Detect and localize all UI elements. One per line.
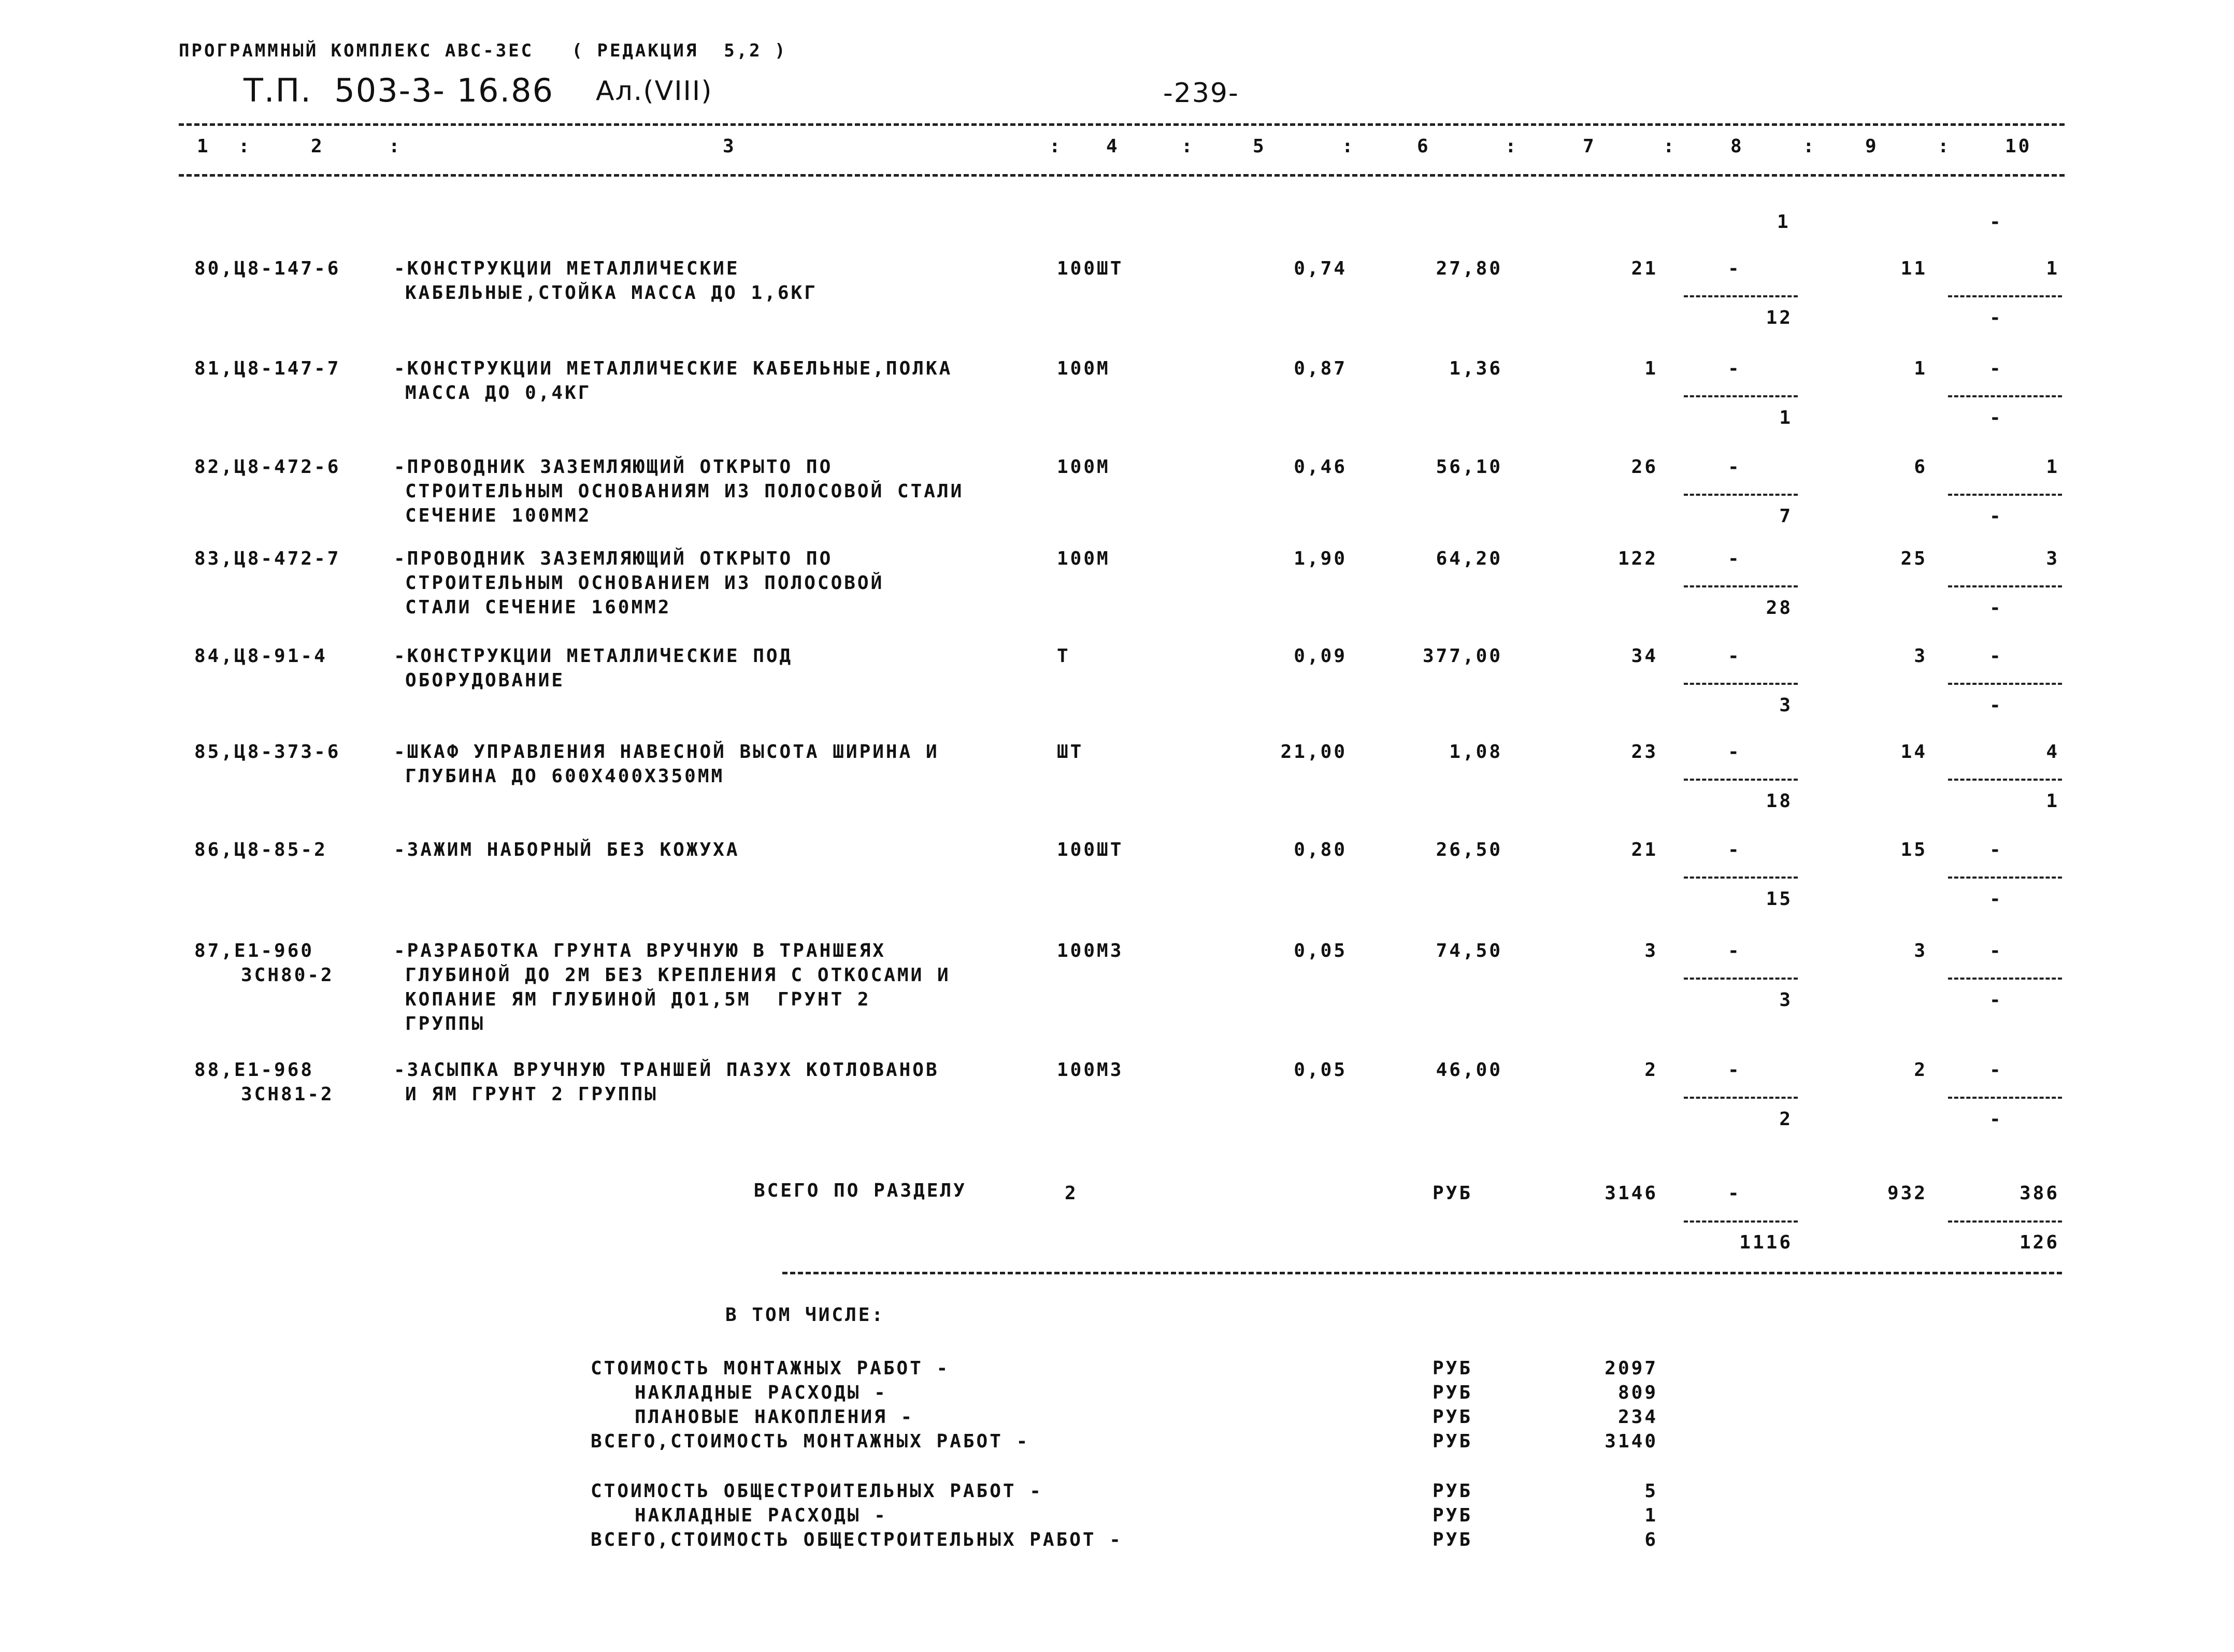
row-description: МАССА ДО 0,4КГ	[405, 382, 592, 404]
row-quantity: 0,80	[1294, 839, 1347, 860]
row-description: СТРОИТЕЛЬНЫМ ОСНОВАНИЯМ ИЗ ПОЛОСОВОЙ СТАЛИ	[405, 481, 964, 502]
row-description: -КОНСТРУКЦИИ МЕТАЛЛИЧЕСКИЕ	[394, 258, 740, 279]
header-rule-bottom	[179, 174, 2065, 177]
row-col8-bottom: 12	[1766, 307, 1793, 328]
row-unit: 100М	[1057, 456, 1110, 478]
row-col9: 3	[1914, 645, 1927, 667]
row-code: 87,Е1-960	[194, 940, 314, 961]
row-total: 21	[1631, 258, 1658, 279]
row-col10-rule	[1948, 877, 2062, 879]
including-value: 809	[1617, 1382, 1658, 1403]
row-col10-bottom: -	[1989, 888, 2003, 910]
row-col8-rule	[1684, 683, 1798, 685]
row-col8-bottom: 3	[1779, 989, 1793, 1011]
row-col8-top: -	[1728, 940, 1741, 961]
carry-col10: -	[1989, 211, 2003, 233]
row-col10-rule	[1948, 978, 2062, 980]
row-description: -КОНСТРУКЦИИ МЕТАЛЛИЧЕСКИЕ КАБЕЛЬНЫЕ,ПОЛКА	[394, 358, 953, 379]
row-col10-bottom: -	[1989, 307, 2003, 328]
section-total-col10-rule	[1948, 1220, 2062, 1223]
row-col10-top: -	[1989, 645, 2003, 667]
col-separator: :	[1342, 136, 1355, 157]
row-description: ГРУППЫ	[405, 1013, 485, 1035]
including-label: ПЛАНОВЫЕ НАКОПЛЕНИЯ -	[635, 1406, 914, 1428]
program-header: ПРОГРАММНЫЙ КОМПЛЕКС АВС-3ЕС ( РЕДАКЦИЯ 5,2 )	[179, 40, 787, 61]
row-description: -КОНСТРУКЦИИ МЕТАЛЛИЧЕСКИЕ ПОД	[394, 645, 793, 667]
row-description: ГЛУБИНА ДО 600Х400Х350ММ	[405, 766, 725, 787]
row-col10-bottom: 1	[2046, 791, 2059, 812]
row-description: -ШКАФ УПРАВЛЕНИЯ НАВЕСНОЙ ВЫСОТА ШИРИНА И	[394, 741, 939, 763]
col-header-7: 7	[1583, 136, 1596, 157]
including-value: 5	[1644, 1481, 1658, 1502]
row-col9: 15	[1900, 839, 1927, 860]
row-description: СТРОИТЕЛЬНЫМ ОСНОВАНИЕМ ИЗ ПОЛОСОВОЙ	[405, 572, 884, 594]
including-label: ВСЕГО,СТОИМОСТЬ МОНТАЖНЫХ РАБОТ -	[591, 1431, 1030, 1452]
row-unit: 100М3	[1057, 1059, 1124, 1081]
row-quantity: 0,46	[1294, 456, 1347, 478]
row-col10-top: -	[1989, 839, 2003, 860]
album-number: Ал.(VIII)	[596, 76, 713, 107]
row-col8-rule	[1684, 585, 1798, 587]
row-code: 82,Ц8-472-6	[194, 456, 341, 478]
row-col10-bottom: -	[1989, 597, 2003, 619]
row-description: -РАЗРАБОТКА ГРУНТА ВРУЧНУЮ В ТРАНШЕЯХ	[394, 940, 886, 961]
row-col10-bottom: -	[1989, 1109, 2003, 1130]
section-total-col9: 932	[1887, 1183, 1927, 1204]
section-total-label: ВСЕГО ПО РАЗДЕЛУ	[754, 1180, 967, 1201]
row-col8-top: -	[1728, 1059, 1741, 1081]
col-separator: :	[1663, 136, 1677, 157]
col-separator: :	[238, 136, 252, 157]
row-col8-top: -	[1728, 548, 1741, 569]
row-unit: 100М	[1057, 358, 1110, 379]
including-label: НАКЛАДНЫЕ РАСХОДЫ -	[635, 1505, 887, 1526]
row-description: КАБЕЛЬНЫЕ,СТОЙКА МАССА ДО 1,6КГ	[405, 282, 818, 304]
row-col10-top: -	[1989, 358, 2003, 379]
including-unit: РУБ	[1433, 1481, 1473, 1502]
row-total: 34	[1631, 645, 1658, 667]
row-col10-top: -	[1989, 940, 2003, 961]
row-col10-bottom: -	[1989, 989, 2003, 1011]
including-label: СТОИМОСТЬ МОНТАЖНЫХ РАБОТ -	[591, 1358, 950, 1379]
row-col8-rule	[1684, 295, 1798, 297]
row-description: И ЯМ ГРУНТ 2 ГРУППЫ	[405, 1084, 658, 1105]
row-col10-top: 4	[2046, 741, 2059, 763]
page-number: -239-	[1163, 78, 1239, 109]
row-col10-rule	[1948, 295, 2062, 297]
row-quantity: 1,90	[1294, 548, 1347, 569]
row-quantity: 0,05	[1294, 940, 1347, 961]
col-header-6: 6	[1417, 136, 1430, 157]
including-heading: В ТОМ ЧИСЛЕ:	[725, 1304, 885, 1326]
section-total-col8-top: -	[1728, 1183, 1741, 1204]
row-col10-bottom: -	[1989, 695, 2003, 716]
row-col8-rule	[1684, 395, 1798, 397]
including-unit: РУБ	[1433, 1431, 1473, 1452]
section-total-col8-bottom: 1116	[1739, 1232, 1793, 1253]
row-code: 81,Ц8-147-7	[194, 358, 341, 379]
row-col10-bottom: -	[1989, 407, 2003, 428]
row-unit-price: 46,00	[1436, 1059, 1502, 1081]
section-total-col10-top: 386	[2019, 1183, 2059, 1204]
row-col10-top: 3	[2046, 548, 2059, 569]
row-col10-rule	[1948, 494, 2062, 496]
row-col9: 2	[1914, 1059, 1927, 1081]
row-unit-price: 74,50	[1436, 940, 1502, 961]
section-total-rule	[782, 1272, 2062, 1274]
row-col8-top: -	[1728, 741, 1741, 763]
row-code: 80,Ц8-147-6	[194, 258, 341, 279]
col-separator: :	[1049, 136, 1063, 157]
col-header-10: 10	[2005, 136, 2032, 157]
section-total-col8-rule	[1684, 1220, 1798, 1223]
row-code: 88,Е1-968	[194, 1059, 314, 1081]
col-header-4: 4	[1106, 136, 1120, 157]
col-header-3: 3	[723, 136, 736, 157]
row-description: СТАЛИ СЕЧЕНИЕ 160ММ2	[405, 597, 671, 618]
row-description: ОБОРУДОВАНИЕ	[405, 670, 565, 691]
row-unit: 100ШТ	[1057, 839, 1124, 860]
col-header-8: 8	[1730, 136, 1744, 157]
row-col9: 25	[1900, 548, 1927, 569]
row-description: -ПРОВОДНИК ЗАЗЕМЛЯЮЩИЙ ОТКРЫТО ПО	[394, 456, 833, 478]
row-code: 86,Ц8-85-2	[194, 839, 327, 860]
including-value: 1	[1644, 1505, 1658, 1526]
row-col8-bottom: 15	[1766, 888, 1793, 910]
row-unit-price: 26,50	[1436, 839, 1502, 860]
including-unit: РУБ	[1433, 1505, 1473, 1526]
col-header-9: 9	[1865, 136, 1879, 157]
row-description: КОПАНИЕ ЯМ ГЛУБИНОЙ ДО1,5М ГРУНТ 2	[405, 989, 871, 1010]
row-col8-bottom: 3	[1779, 695, 1793, 716]
row-col8-bottom: 7	[1779, 506, 1793, 527]
row-unit-price: 1,08	[1449, 741, 1502, 763]
col-separator: :	[1181, 136, 1195, 157]
row-col10-top: 1	[2046, 456, 2059, 478]
row-total: 26	[1631, 456, 1658, 478]
row-code: ЗСН80-2	[241, 965, 334, 986]
row-code: 83,Ц8-472-7	[194, 548, 341, 569]
row-col8-top: -	[1728, 358, 1741, 379]
row-col10-bottom: -	[1989, 506, 2003, 527]
row-code: ЗСН81-2	[241, 1084, 334, 1105]
including-value: 3140	[1605, 1431, 1658, 1452]
row-description: СЕЧЕНИЕ 100ММ2	[405, 505, 592, 526]
row-col8-bottom: 1	[1779, 407, 1793, 428]
section-total-col4: 2	[1065, 1183, 1078, 1204]
section-total-amount: 3146	[1605, 1183, 1658, 1204]
col-separator: :	[1938, 136, 1951, 157]
row-unit: 100М	[1057, 548, 1110, 569]
row-unit: ШТ	[1057, 741, 1084, 763]
col-header-5: 5	[1253, 136, 1266, 157]
row-unit: Т	[1057, 645, 1070, 667]
row-col10-top: 1	[2046, 258, 2059, 279]
including-unit: РУБ	[1433, 1529, 1473, 1550]
row-col9: 11	[1900, 258, 1927, 279]
including-unit: РУБ	[1433, 1382, 1473, 1403]
row-quantity: 0,74	[1294, 258, 1347, 279]
including-unit: РУБ	[1433, 1406, 1473, 1428]
row-col8-bottom: 2	[1779, 1109, 1793, 1130]
row-unit-price: 56,10	[1436, 456, 1502, 478]
row-col8-top: -	[1728, 258, 1741, 279]
row-total: 1	[1644, 358, 1658, 379]
row-total: 3	[1644, 940, 1658, 961]
row-col9: 6	[1914, 456, 1927, 478]
row-col8-rule	[1684, 494, 1798, 496]
section-total-unit: РУБ	[1433, 1183, 1473, 1204]
col-header-1: 1	[197, 136, 210, 157]
row-col8-bottom: 28	[1766, 597, 1793, 619]
including-label: НАКЛАДНЫЕ РАСХОДЫ -	[635, 1382, 887, 1403]
row-description: ГЛУБИНОЙ ДО 2М БЕЗ КРЕПЛЕНИЯ С ОТКОСАМИ И	[405, 965, 951, 986]
row-total: 23	[1631, 741, 1658, 763]
row-col9: 1	[1914, 358, 1927, 379]
row-total: 2	[1644, 1059, 1658, 1081]
row-unit-price: 64,20	[1436, 548, 1502, 569]
row-code: 84,Ц8-91-4	[194, 645, 327, 667]
row-col8-top: -	[1728, 456, 1741, 478]
row-col8-rule	[1684, 1097, 1798, 1099]
row-code: 85,Ц8-373-6	[194, 741, 341, 763]
row-col10-rule	[1948, 779, 2062, 781]
row-unit-price: 1,36	[1449, 358, 1502, 379]
including-label: ВСЕГО,СТОИМОСТЬ ОБЩЕСТРОИТЕЛЬНЫХ РАБОТ -	[591, 1529, 1123, 1550]
row-col8-top: -	[1728, 645, 1741, 667]
row-col9: 3	[1914, 940, 1927, 961]
header-rule-top	[179, 123, 2065, 126]
row-col8-rule	[1684, 978, 1798, 980]
section-total-col10-bottom: 126	[2019, 1232, 2059, 1253]
including-value: 2097	[1605, 1358, 1658, 1379]
row-col10-rule	[1948, 683, 2062, 685]
col-header-2: 2	[311, 136, 324, 157]
project-number: Т.П. 503-3- 16.86	[244, 71, 554, 109]
col-separator: :	[1505, 136, 1519, 157]
row-description: -ПРОВОДНИК ЗАЗЕМЛЯЮЩИЙ ОТКРЫТО ПО	[394, 548, 833, 569]
row-quantity: 0,09	[1294, 645, 1347, 667]
row-quantity: 0,87	[1294, 358, 1347, 379]
row-col8-bottom: 18	[1766, 791, 1793, 812]
row-unit-price: 27,80	[1436, 258, 1502, 279]
row-description: -ЗАЖИМ НАБОРНЫЙ БЕЗ КОЖУХА	[394, 839, 740, 860]
row-col10-rule	[1948, 1097, 2062, 1099]
row-col9: 14	[1900, 741, 1927, 763]
row-col10-rule	[1948, 395, 2062, 397]
row-col8-top: -	[1728, 839, 1741, 860]
row-unit-price: 377,00	[1422, 645, 1502, 667]
row-col10-top: -	[1989, 1059, 2003, 1081]
including-value: 6	[1644, 1529, 1658, 1550]
including-value: 234	[1617, 1406, 1658, 1428]
row-col8-rule	[1684, 779, 1798, 781]
row-col8-rule	[1684, 877, 1798, 879]
carry-col8: 1	[1777, 211, 1791, 233]
row-total: 21	[1631, 839, 1658, 860]
including-unit: РУБ	[1433, 1358, 1473, 1379]
col-separator: :	[389, 136, 402, 157]
row-total: 122	[1617, 548, 1658, 569]
row-unit: 100ШТ	[1057, 258, 1124, 279]
row-quantity: 0,05	[1294, 1059, 1347, 1081]
row-description: -ЗАСЫПКА ВРУЧНУЮ ТРАНШЕЙ ПАЗУХ КОТЛОВАНОВ	[394, 1059, 939, 1081]
row-unit: 100М3	[1057, 940, 1124, 961]
col-separator: :	[1803, 136, 1816, 157]
including-label: СТОИМОСТЬ ОБЩЕСТРОИТЕЛЬНЫХ РАБОТ -	[591, 1481, 1043, 1502]
row-col10-rule	[1948, 585, 2062, 587]
row-quantity: 21,00	[1280, 741, 1347, 763]
